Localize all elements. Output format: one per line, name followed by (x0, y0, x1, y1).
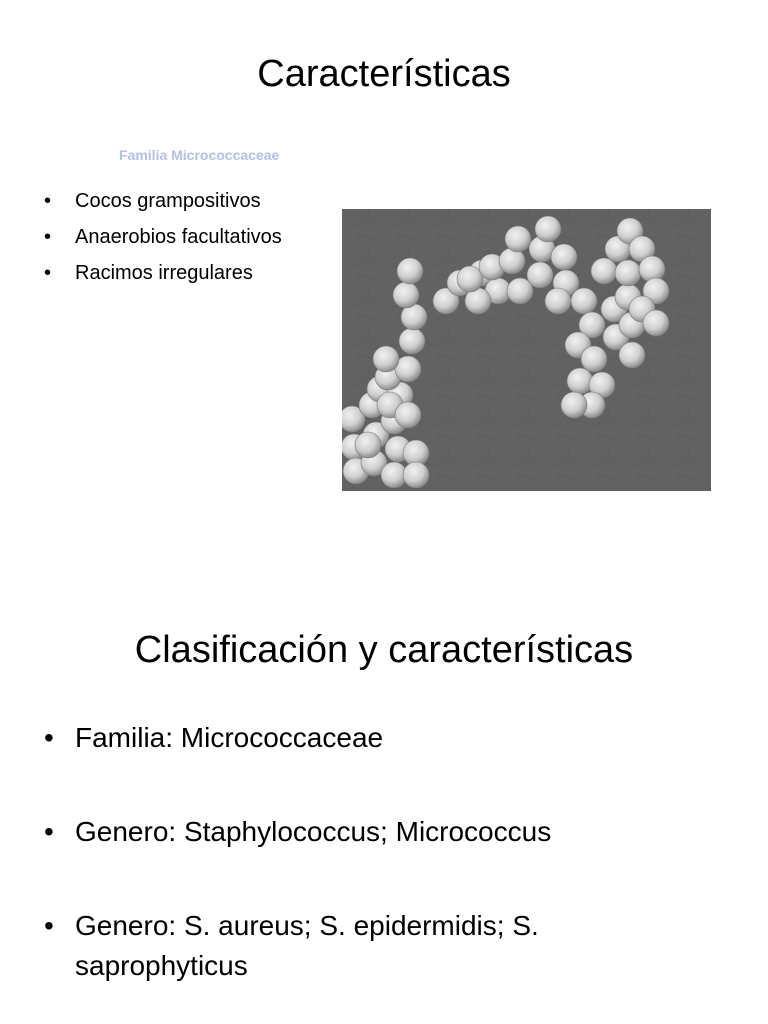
bullet-item: • Familia: Micrococcaceae (75, 718, 655, 758)
coccus-cell (619, 342, 645, 368)
coccus-cell (571, 288, 597, 314)
slide-title: Características (257, 53, 511, 95)
bullet-list (75, 718, 655, 986)
coccus-cell (561, 392, 587, 418)
coccus-cell (393, 282, 419, 308)
coccus-cell (545, 288, 571, 314)
coccus-cell (535, 216, 561, 242)
bullet-item: • Racimos irregulares (75, 259, 282, 295)
coccus-cell (581, 346, 607, 372)
coccus-cell (591, 258, 617, 284)
coccus-cell (373, 346, 399, 372)
bullet-item: • Genero: Staphylococcus; Micrococcus (75, 812, 655, 852)
coccus-cell (395, 402, 421, 428)
bullet-item: • Genero: S. aureus; S. epidermidis; S. saprophyticus (75, 906, 655, 986)
slide-title: Clasificación y características (134, 629, 634, 671)
bullet-item: • Anaerobios facultativos (75, 223, 282, 259)
coccus-cell (399, 328, 425, 354)
sem-micrograph-image (342, 209, 711, 491)
coccus-cell (507, 278, 533, 304)
coccus-cell (403, 462, 429, 488)
bullet-item: • Cocos grampositivos (75, 187, 282, 223)
bullet-list (75, 187, 282, 295)
slide-clasificacion (0, 512, 768, 1024)
coccus-cell (643, 310, 669, 336)
sem-micrograph-icon (342, 209, 711, 491)
coccus-cell (551, 244, 577, 270)
coccus-cell (505, 226, 531, 252)
coccus-cell (567, 368, 593, 394)
coccus-cell (355, 432, 381, 458)
coccus-cell (615, 260, 641, 286)
slide-subtitle: Familia Micrococcaceae (119, 147, 280, 163)
coccus-cell (397, 258, 423, 284)
coccus-cell (639, 256, 665, 282)
